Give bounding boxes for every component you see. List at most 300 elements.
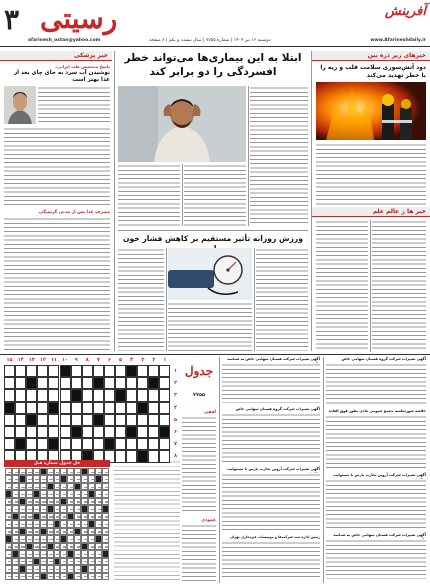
crossword-cell[interactable] — [71, 365, 82, 377]
crossword-cell[interactable] — [115, 402, 126, 414]
prev-solution-cell — [81, 513, 88, 520]
crossword-cell[interactable] — [159, 365, 170, 377]
prev-solution-cell — [40, 528, 47, 535]
prev-solution-cell — [26, 475, 33, 482]
prev-solution-cell — [19, 505, 26, 512]
prev-solution-cell — [102, 520, 109, 527]
crossword-cell[interactable] — [115, 414, 126, 426]
crossword-cell[interactable] — [4, 365, 15, 377]
prev-solution-cell — [5, 468, 12, 475]
crossword-cell[interactable] — [37, 365, 48, 377]
prev-solution-cell — [47, 550, 54, 557]
prev-solution-cell — [19, 490, 26, 497]
prev-solution-cell — [26, 520, 33, 527]
prev-solution-cell — [95, 475, 102, 482]
prev-solution-cell — [81, 498, 88, 505]
crossword-cell[interactable] — [159, 377, 170, 389]
crossword-cell[interactable] — [37, 389, 48, 401]
crossword-cell[interactable] — [126, 450, 137, 462]
crossword-cell[interactable] — [82, 402, 93, 414]
crossword-cell — [48, 438, 59, 450]
prev-solution-cell — [88, 573, 95, 580]
crossword-cell[interactable] — [26, 438, 37, 450]
crossword-cell — [137, 450, 148, 462]
crossword-cell[interactable] — [115, 438, 126, 450]
prev-solution-cell — [81, 520, 88, 527]
crossword-cell[interactable] — [15, 402, 26, 414]
crossword-col-number: ۱ — [163, 357, 167, 363]
prev-solution-cell — [19, 475, 26, 482]
crossword-cell[interactable] — [159, 414, 170, 426]
prev-solution-cell — [5, 513, 12, 520]
prev-solution-cell — [95, 543, 102, 550]
prev-solution-cell — [12, 505, 19, 512]
prev-solution-cell — [60, 550, 67, 557]
crossword-col-number: ۲ — [152, 357, 156, 363]
prev-solution-cell — [81, 468, 88, 475]
prev-solution-cell — [47, 498, 54, 505]
prev-solution-cell — [81, 573, 88, 580]
crossword-cell[interactable] — [26, 402, 37, 414]
prev-solution-cell — [40, 490, 47, 497]
crossword-cell[interactable] — [37, 377, 48, 389]
crossword-cell[interactable] — [60, 402, 71, 414]
crossword-cell[interactable] — [137, 426, 148, 438]
across-clues — [182, 416, 216, 514]
crossword-cell[interactable] — [115, 365, 126, 377]
crossword-cell[interactable] — [26, 365, 37, 377]
crossword-cell[interactable] — [93, 426, 104, 438]
crossword-cell[interactable] — [104, 402, 115, 414]
prev-solution-cell — [19, 558, 26, 565]
second-body-text-mid — [168, 302, 252, 351]
prev-solution-cell — [95, 535, 102, 542]
crossword-cell[interactable] — [15, 377, 26, 389]
medical-kicker: پاسخ متخصص طب ایرانی: — [55, 64, 110, 69]
crossword-cell[interactable] — [48, 414, 59, 426]
prev-solution-cell — [47, 535, 54, 542]
prev-solution-cell — [12, 550, 19, 557]
crossword-cell[interactable] — [159, 402, 170, 414]
prev-solution-cell — [19, 498, 26, 505]
crossword-cell[interactable] — [4, 389, 15, 401]
crossword-col-number: ۷ — [96, 357, 100, 363]
prev-solution-cell — [12, 483, 19, 490]
crossword-col-number: ۳ — [141, 357, 145, 363]
crossword-cell[interactable] — [115, 450, 126, 462]
prev-solution-cell — [19, 573, 26, 580]
prev-solution-cell — [40, 498, 47, 505]
prev-solution-cell — [12, 565, 19, 572]
science-body-text-2 — [316, 220, 368, 352]
prev-solution-cell — [95, 505, 102, 512]
fire-headline: دود آتش‌سوزی سلامت قلب و ریه را با خطر تهدید می‌کند — [320, 64, 426, 79]
prev-solution-cell — [102, 513, 109, 520]
crossword-cell[interactable] — [148, 414, 159, 426]
crossword-cell — [104, 438, 115, 450]
prev-solution-cell — [33, 520, 40, 527]
crossword-cell[interactable] — [48, 365, 59, 377]
prev-solution-cell — [102, 573, 109, 580]
prev-solution-cell — [67, 535, 74, 542]
prev-solution-cell — [40, 543, 47, 550]
crossword-cell[interactable] — [4, 414, 15, 426]
prev-solution-cell — [74, 543, 81, 550]
prev-solution-cell — [12, 490, 19, 497]
crossword-cell — [60, 365, 71, 377]
crossword-cell — [4, 402, 15, 414]
prev-solution-cell — [60, 498, 67, 505]
crossword-cell[interactable] — [148, 450, 159, 462]
main-headline-line2: افسردگی را دو برابر کند — [149, 66, 277, 78]
crossword-cell[interactable] — [71, 402, 82, 414]
ad-footer: رئیس اداره ثبت شرکت‌ها و موسسات غیرتجاری تهران — [230, 535, 320, 539]
prev-solution-cell — [47, 573, 54, 580]
prev-solution-cell — [60, 565, 67, 572]
prev-solution-cell — [102, 505, 109, 512]
prev-solution-cell — [5, 543, 12, 550]
masthead-website: www.Afarineshdaily.ir — [370, 38, 426, 43]
crossword-row-number: ۸ — [173, 453, 178, 460]
prev-solution-cell — [40, 513, 47, 520]
prev-solution-cell — [88, 550, 95, 557]
prev-solution-cell — [33, 483, 40, 490]
crossword-cell[interactable] — [48, 389, 59, 401]
prev-solution-cell — [81, 543, 88, 550]
crossword-cell[interactable] — [37, 426, 48, 438]
prev-solution-cell — [5, 528, 12, 535]
prev-solution-cell — [81, 490, 88, 497]
prev-solution-cell — [12, 468, 19, 475]
second-headline: ورزش روزانه تأثیر مستقیم بر کاهش فشار خون — [123, 234, 303, 243]
crossword-cell[interactable] — [60, 426, 71, 438]
prev-solution-cell — [81, 528, 88, 535]
crossword-cell[interactable] — [159, 450, 170, 462]
prev-solution-grid — [5, 468, 109, 580]
down-label: عمودی — [201, 518, 216, 523]
prev-solution-cell — [60, 535, 67, 542]
prev-solution-cell — [40, 475, 47, 482]
crossword-issue: ۷۷۵۵ — [192, 392, 206, 398]
crossword-cell[interactable] — [48, 426, 59, 438]
prev-solution-cell — [26, 528, 33, 535]
prev-solution-cell — [88, 558, 95, 565]
crossword-cell[interactable] — [126, 414, 137, 426]
prev-solution-cell — [74, 475, 81, 482]
crossword-cell[interactable] — [148, 365, 159, 377]
prev-solution-cell — [88, 490, 95, 497]
crossword-cell[interactable] — [93, 365, 104, 377]
crossword-cell[interactable] — [148, 426, 159, 438]
crossword-cell — [48, 402, 59, 414]
prev-solution-cell — [67, 513, 74, 520]
crossword-cell[interactable] — [71, 438, 82, 450]
crossword-cell[interactable] — [126, 402, 137, 414]
crossword-row-number: ۳ — [173, 392, 178, 399]
prev-solution-cell — [19, 543, 26, 550]
prev-solution-cell — [88, 498, 95, 505]
crossword-cell[interactable] — [104, 365, 115, 377]
prev-solution-cell — [60, 573, 67, 580]
prev-solution-cell — [33, 490, 40, 497]
crossword-cell[interactable] — [82, 377, 93, 389]
crossword-cell[interactable] — [93, 389, 104, 401]
prev-solution-cell — [74, 535, 81, 542]
crossword-cell[interactable] — [93, 438, 104, 450]
crossword-cell — [137, 402, 148, 414]
crossword-cell[interactable] — [137, 414, 148, 426]
prev-solution-cell — [74, 558, 81, 565]
down-clues — [182, 524, 216, 582]
headache-man-photo — [118, 86, 246, 162]
prev-solution-cell — [5, 498, 12, 505]
crossword-cell[interactable] — [26, 426, 37, 438]
prev-solution-cell — [102, 475, 109, 482]
prev-solution-cell — [88, 565, 95, 572]
prev-solution-cell — [54, 573, 61, 580]
prev-solution-cell — [33, 498, 40, 505]
crossword-col-number: ۱۲ — [39, 357, 46, 363]
prev-solution-cell — [40, 565, 47, 572]
ad-title-mid-2: آگهی تغییرات شرکت گروه هستان سهامی خاص — [235, 407, 320, 411]
crossword-cell[interactable] — [82, 365, 93, 377]
crossword-cell[interactable] — [4, 438, 15, 450]
prev-solution-cell — [67, 498, 74, 505]
crossword-cell[interactable] — [104, 389, 115, 401]
prev-solution-cell — [88, 475, 95, 482]
prev-solution-cell — [12, 535, 19, 542]
prev-solution-cell — [5, 475, 12, 482]
crossword-cell[interactable] — [137, 365, 148, 377]
crossword-cell[interactable] — [115, 426, 126, 438]
section-header-zir-zarrebin: خبرهای زیر ذره بین — [312, 51, 430, 61]
crossword-cell[interactable] — [126, 377, 137, 389]
crossword-cell[interactable] — [148, 438, 159, 450]
prev-solution-cell — [54, 565, 61, 572]
prev-solution-cell — [33, 543, 40, 550]
prev-solution-cell — [19, 565, 26, 572]
crossword-cell[interactable] — [104, 377, 115, 389]
prev-solution-cell — [5, 505, 12, 512]
prev-solution-cell — [26, 543, 33, 550]
crossword-cell[interactable] — [82, 426, 93, 438]
prev-solution-cell — [12, 558, 19, 565]
crossword-cell — [71, 426, 82, 438]
crossword-cell[interactable] — [48, 377, 59, 389]
prev-solution-cell — [5, 483, 12, 490]
prev-solution-cell — [26, 550, 33, 557]
crossword-col-number: ۸ — [85, 357, 89, 363]
prev-solution-cell — [81, 558, 88, 565]
crossword-cell — [93, 377, 104, 389]
prev-solution-cell — [33, 505, 40, 512]
prev-solution-cell — [102, 543, 109, 550]
crossword-row-number: ۷ — [173, 441, 178, 448]
prev-solution-cell — [74, 483, 81, 490]
crossword-cell — [26, 377, 37, 389]
prev-solution-cell — [67, 475, 74, 482]
prev-solution-cell — [95, 468, 102, 475]
prev-solution-cell — [40, 505, 47, 512]
crossword-cell — [126, 365, 137, 377]
medical-body-text-2 — [4, 127, 110, 207]
crossword-cell[interactable] — [15, 389, 26, 401]
prev-solution-cell — [54, 468, 61, 475]
masthead-logo: رسیتی — [40, 2, 118, 35]
prev-solution-cell — [5, 558, 12, 565]
prev-solution-cell — [54, 535, 61, 542]
prev-solution-cell — [95, 513, 102, 520]
crossword-cell[interactable] — [60, 438, 71, 450]
prev-solution-cell — [5, 520, 12, 527]
prev-solution-cell — [74, 550, 81, 557]
prev-solution-cell — [54, 513, 61, 520]
prev-solution-cell — [26, 505, 33, 512]
medical-body-text-1 — [38, 86, 110, 124]
prev-solution-cell — [102, 558, 109, 565]
crossword-row-number: ۴ — [173, 404, 178, 411]
prev-solution-cell — [60, 505, 67, 512]
prev-solution-cell — [47, 505, 54, 512]
prev-solution-cell — [81, 565, 88, 572]
crossword-cell[interactable] — [60, 377, 71, 389]
prev-solution-cell — [5, 490, 12, 497]
prev-solution-cell — [88, 535, 95, 542]
crossword-cell[interactable] — [15, 426, 26, 438]
ad-title-2: خلاصه صورتجلسه مجمع عمومی عادی بطور فوق العاده — [328, 409, 426, 413]
prev-solution-cell — [5, 573, 12, 580]
prev-solution-cell — [60, 490, 67, 497]
crossword-cell[interactable] — [104, 426, 115, 438]
crossword-cell[interactable] — [115, 377, 126, 389]
prev-solution-box — [4, 460, 110, 582]
prev-solution-cell — [47, 475, 54, 482]
crossword-cell[interactable] — [148, 389, 159, 401]
crossword-col-number: ۵ — [119, 357, 123, 363]
crossword-cell[interactable] — [82, 414, 93, 426]
prev-solution-cell — [60, 520, 67, 527]
crossword-row-number: ۵ — [173, 416, 178, 423]
crossword-cell[interactable] — [137, 438, 148, 450]
prev-solution-cell — [95, 528, 102, 535]
prev-solution-cell — [19, 513, 26, 520]
prev-solution-cell — [40, 573, 47, 580]
main-body-text-left2 — [118, 164, 180, 226]
prev-solution-cell — [95, 550, 102, 557]
crossword-cell[interactable] — [159, 438, 170, 450]
prev-solution-cell — [40, 483, 47, 490]
prev-solution-cell — [54, 475, 61, 482]
main-body-text-right — [250, 86, 308, 226]
prev-solution-cell — [95, 483, 102, 490]
prev-solution-cell — [74, 565, 81, 572]
crossword-cell[interactable] — [82, 438, 93, 450]
prev-solution-cell — [88, 543, 95, 550]
crossword-cell[interactable] — [37, 414, 48, 426]
prev-solution-cell — [47, 468, 54, 475]
medical-subhead: مصرف غذا پس از مدتی گرسنگی — [38, 210, 110, 215]
prev-solution-cell — [26, 558, 33, 565]
prev-solution-cell — [26, 513, 33, 520]
crossword-cell — [115, 389, 126, 401]
prev-solution-cell — [102, 565, 109, 572]
crossword-cell[interactable] — [82, 389, 93, 401]
prev-solution-cell — [88, 513, 95, 520]
prev-solution-cell — [54, 528, 61, 535]
crossword-cell[interactable] — [37, 402, 48, 414]
crossword-cell[interactable] — [15, 365, 26, 377]
crossword-cell — [93, 414, 104, 426]
ad-title-3: آگهی تغییرات شرکت آروین تجارت پارس با مسئولیت — [333, 473, 426, 477]
prev-solution-cell — [67, 505, 74, 512]
crossword-row-number: ۱ — [173, 368, 178, 374]
prev-solution-label: حل جدول شماره قبل — [4, 460, 110, 467]
crossword-cell[interactable] — [37, 438, 48, 450]
prev-solution-cell — [67, 468, 74, 475]
prev-solution-cell — [95, 498, 102, 505]
prev-solution-cell — [60, 558, 67, 565]
masthead-email: afarinesh_ostan@yahoo.com — [28, 38, 101, 43]
crossword-cell[interactable] — [60, 389, 71, 401]
crossword-cell[interactable] — [159, 389, 170, 401]
crossword-cell[interactable] — [4, 426, 15, 438]
crossword-cell[interactable] — [71, 414, 82, 426]
prev-solution-cell — [26, 498, 33, 505]
prev-solution-cell — [12, 498, 19, 505]
prev-solution-cell — [102, 535, 109, 542]
prev-solution-cell — [102, 483, 109, 490]
prev-solution-cell — [88, 520, 95, 527]
crossword-cell[interactable] — [148, 402, 159, 414]
ad-title-mid-1: آگهی تغییرات شرکت هستان سهامی خاص به شناسه — [227, 357, 320, 361]
prev-solution-cell — [40, 468, 47, 475]
prev-solution-cell — [95, 573, 102, 580]
crossword-cell — [71, 389, 82, 401]
prev-solution-cell — [95, 565, 102, 572]
crossword-cell[interactable] — [137, 377, 148, 389]
prev-solution-cell — [60, 475, 67, 482]
crossword-col-number: ۱۵ — [6, 357, 13, 363]
prev-solution-cell — [26, 535, 33, 542]
crossword-cell — [126, 426, 137, 438]
crossword-cell[interactable] — [104, 414, 115, 426]
prev-solution-cell — [40, 535, 47, 542]
crossword-cell[interactable] — [71, 377, 82, 389]
crossword-cell[interactable] — [126, 389, 137, 401]
prev-solution-cell — [33, 535, 40, 542]
prev-solution-cell — [88, 528, 95, 535]
prev-solution-cell — [67, 483, 74, 490]
crossword-row-number: ۶ — [173, 429, 178, 435]
prev-solution-cell — [102, 490, 109, 497]
crossword-cell[interactable] — [60, 414, 71, 426]
ad-title-mid-3: آگهی تغییرات شرکت آروین تجارت پارس با مسئولیت — [227, 467, 320, 471]
crossword-cell[interactable] — [93, 402, 104, 414]
medical-headline: نوشیدن آب سرد به جای چای بعد از غذا بهتر است — [13, 70, 110, 83]
crossword-cell[interactable] — [137, 389, 148, 401]
prev-solution-cell — [74, 528, 81, 535]
prev-solution-cell — [74, 573, 81, 580]
prev-solution-cell — [12, 475, 19, 482]
prev-solution-cell — [81, 475, 88, 482]
crossword-cell[interactable] — [4, 377, 15, 389]
crossword-cell[interactable] — [126, 438, 137, 450]
prev-solution-cell — [12, 528, 19, 535]
crossword-cell[interactable] — [26, 389, 37, 401]
prev-solution-cell — [95, 520, 102, 527]
second-body-text-left — [118, 248, 164, 351]
crossword-cell[interactable] — [15, 414, 26, 426]
